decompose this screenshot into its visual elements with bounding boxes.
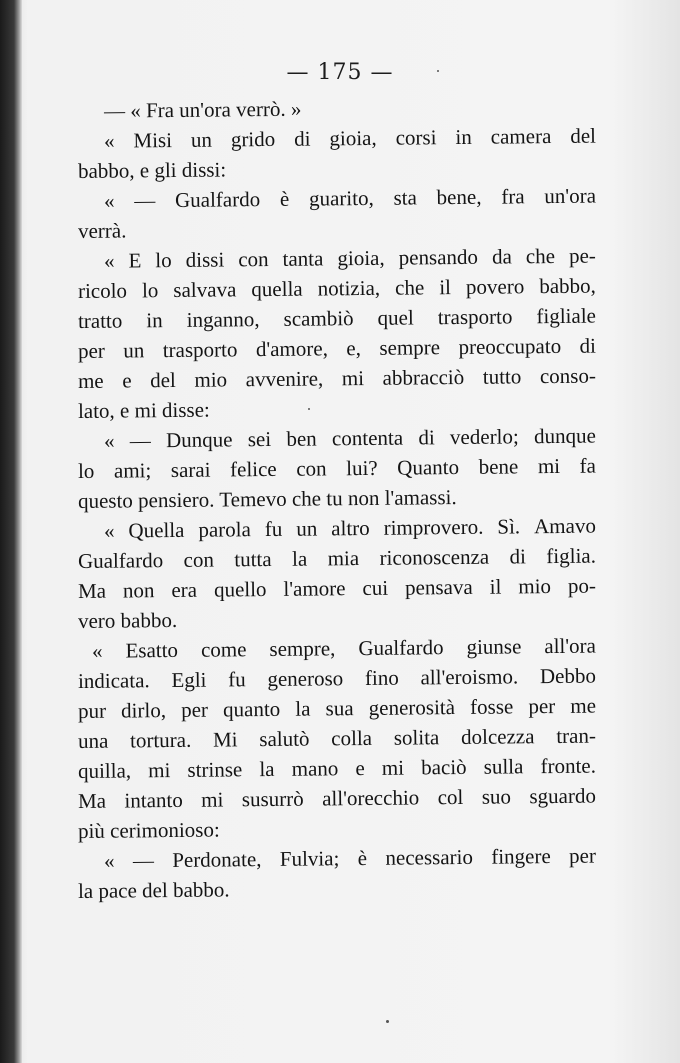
- word: e: [355, 755, 365, 781]
- word: Perdonate,: [172, 847, 262, 873]
- word: tratto: [77, 308, 123, 333]
- word: di: [418, 425, 435, 450]
- word: indicata.: [77, 668, 150, 693]
- text-line: verrà.: [77, 218, 127, 243]
- word: «: [103, 248, 115, 273]
- word: la: [291, 546, 308, 571]
- word: sua: [325, 696, 354, 721]
- word: una: [77, 728, 109, 753]
- word: il: [489, 574, 502, 599]
- word: dolcezza: [460, 724, 535, 749]
- word: è: [357, 845, 368, 871]
- word: salutò: [259, 726, 310, 752]
- word: di: [509, 544, 527, 569]
- word: ricolo: [77, 278, 128, 303]
- word: pe-: [568, 243, 596, 268]
- word: lo: [141, 278, 159, 303]
- word: in: [146, 308, 163, 333]
- word: salvava: [173, 277, 237, 303]
- word: di: [579, 333, 597, 358]
- text-line: più cerimonioso:: [77, 817, 220, 843]
- word: cui: [362, 575, 389, 601]
- word: quilla,: [77, 758, 132, 783]
- word: Quanto: [397, 455, 460, 480]
- text-line: vero babbo.: [77, 607, 178, 633]
- word: per: [568, 843, 597, 868]
- word: d'amore,: [255, 336, 329, 362]
- word: del: [570, 123, 597, 148]
- word: suo: [481, 784, 512, 809]
- word: colla: [331, 725, 373, 751]
- word: Gualfardo: [358, 635, 444, 661]
- word: abbracciò: [382, 364, 465, 390]
- word: contenta: [331, 425, 404, 451]
- word: Debbo: [539, 663, 597, 689]
- word: babbo,: [539, 273, 596, 299]
- word: Sì.: [497, 514, 521, 539]
- word: tanta: [282, 246, 324, 271]
- word: tortura.: [129, 727, 192, 753]
- word: «: [103, 518, 115, 543]
- page-number: — 175 —: [286, 60, 394, 85]
- word: mano: [291, 756, 339, 781]
- word: «: [103, 188, 115, 213]
- word: corsi: [395, 125, 437, 150]
- word: di: [294, 126, 311, 151]
- word: bene,: [436, 184, 482, 210]
- word: camera: [490, 124, 552, 149]
- word: giunse: [466, 634, 522, 659]
- text-line: babbo, e gli dissi:: [77, 157, 227, 183]
- word: felice: [229, 456, 277, 482]
- word: lo: [155, 248, 172, 273]
- book-gutter: [0, 0, 22, 1063]
- word: figliale: [536, 303, 597, 329]
- word: sarai: [170, 457, 211, 483]
- word: strinse: [187, 757, 243, 782]
- word: mi: [537, 453, 561, 479]
- word: con: [238, 247, 269, 272]
- body-text: [78, 96, 596, 906]
- word: del: [150, 367, 176, 393]
- word: susurrò: [241, 786, 304, 812]
- word: mi: [201, 787, 224, 812]
- word: dirlo,: [120, 698, 167, 723]
- word: conso-: [539, 363, 597, 389]
- word: era: [171, 577, 198, 603]
- word: trasporto: [437, 304, 513, 330]
- word: grido: [230, 126, 276, 152]
- word: fronte.: [540, 753, 597, 779]
- word: sempre,: [269, 636, 336, 661]
- word: riconoscenza: [379, 544, 490, 570]
- word: quella: [251, 276, 303, 302]
- word: col: [437, 784, 464, 810]
- word: che: [525, 244, 556, 269]
- word: trasporto: [162, 337, 238, 363]
- text-line: questo pensiero. Temevo che tu non l'amassi.: [77, 485, 457, 513]
- word: mi: [381, 755, 405, 780]
- word: «: [103, 128, 115, 153]
- word: avvenire,: [245, 366, 324, 392]
- word: fosse: [469, 694, 514, 719]
- word: che: [394, 275, 425, 300]
- word: Quella: [128, 517, 185, 543]
- word: il: [439, 275, 452, 300]
- word: generosità: [368, 695, 456, 720]
- word: con: [183, 547, 215, 572]
- word: come: [200, 637, 247, 662]
- word: mio: [518, 574, 552, 599]
- word: —: [134, 188, 156, 213]
- word: Gualfardo: [174, 187, 261, 212]
- word: fra: [501, 184, 525, 209]
- word: Ma: [77, 578, 107, 603]
- word: mio: [194, 367, 228, 392]
- word: è: [279, 186, 290, 211]
- text-line: — « Fra un'ora verrò. »: [103, 96, 302, 123]
- word: gioia,: [337, 245, 385, 271]
- word: dunque: [533, 423, 597, 449]
- word: quanto: [222, 696, 281, 722]
- word: parola: [198, 517, 251, 542]
- word: notizia,: [317, 275, 381, 301]
- word: l'amore: [283, 576, 346, 601]
- word: mia: [327, 546, 360, 571]
- word: mi: [341, 366, 365, 391]
- word: povero: [465, 274, 525, 299]
- word: po-: [567, 573, 597, 598]
- word: pensava: [404, 574, 473, 600]
- word: vederlo;: [449, 424, 519, 450]
- word: altro: [331, 515, 370, 541]
- word: pensando: [398, 244, 479, 270]
- word: fingere: [491, 844, 551, 869]
- word: quello: [213, 577, 267, 602]
- word: sulla: [483, 754, 524, 779]
- word: dissi: [185, 247, 225, 272]
- word: preoccupato: [458, 333, 562, 360]
- word: tran-: [556, 723, 597, 748]
- word: mi: [148, 758, 171, 783]
- word: —: [129, 428, 151, 453]
- word: un: [190, 127, 213, 152]
- word: fa: [579, 453, 597, 478]
- word: un'ora: [544, 183, 597, 209]
- word: rimprovero.: [383, 514, 484, 540]
- word: ben: [286, 426, 317, 451]
- word: Amavo: [533, 513, 597, 539]
- word: ami;: [113, 458, 152, 483]
- word: fu: [264, 516, 283, 542]
- word: Misi: [133, 128, 173, 153]
- word: con: [296, 456, 327, 481]
- word: guarito,: [308, 185, 374, 211]
- word: tutto: [482, 364, 522, 389]
- word: inganno,: [186, 307, 260, 332]
- paper-speck: [437, 70, 439, 72]
- word: gioia,: [329, 125, 377, 151]
- word: la: [295, 696, 311, 721]
- word: «: [91, 638, 103, 663]
- word: pur: [77, 698, 107, 723]
- word: —: [132, 848, 154, 873]
- word: all'eroismo.: [420, 664, 519, 690]
- word: me: [570, 693, 597, 718]
- word: Esatto: [125, 637, 179, 663]
- word: e,: [346, 336, 362, 361]
- word: baciò: [421, 754, 467, 780]
- word: sempre: [379, 335, 441, 360]
- word: quel: [377, 305, 414, 330]
- word: me: [77, 368, 104, 393]
- word: figlia.: [546, 543, 597, 569]
- word: in: [455, 124, 472, 150]
- word: sta: [393, 185, 417, 210]
- word: generoso: [267, 666, 344, 692]
- paper-speck: [308, 408, 310, 410]
- word: fu: [228, 667, 246, 692]
- word: Ma: [77, 788, 107, 813]
- word: scambiò: [283, 306, 354, 331]
- word: sguardo: [529, 783, 597, 809]
- word: un: [123, 338, 145, 363]
- text-line: lato, e mi disse:: [77, 397, 210, 423]
- word: sei: [247, 426, 272, 452]
- word: «: [103, 428, 115, 453]
- word: Mi: [212, 727, 238, 752]
- word: all'ora: [544, 633, 597, 659]
- word: Gualfardo: [77, 548, 164, 573]
- word: un: [296, 516, 318, 541]
- word: per: [528, 694, 556, 719]
- word: solita: [393, 725, 440, 750]
- word: Fulvia;: [279, 846, 340, 871]
- word: non: [122, 578, 155, 603]
- word: intanto: [124, 787, 183, 813]
- paper-speck: [386, 1020, 389, 1023]
- text-line: la pace del babbo.: [77, 877, 230, 903]
- word: tutta: [234, 546, 272, 572]
- word: da: [491, 244, 512, 269]
- word: lui?: [346, 455, 378, 481]
- word: per: [181, 697, 209, 722]
- word: per: [77, 338, 105, 363]
- word: necessario: [385, 844, 474, 870]
- word: e: [122, 368, 132, 393]
- word: fino: [364, 665, 399, 690]
- word: la: [259, 756, 275, 782]
- word: all'orecchio: [322, 785, 420, 811]
- word: Egli: [171, 667, 207, 693]
- word: E: [128, 248, 142, 273]
- word: Dunque: [165, 427, 233, 453]
- word: «: [103, 848, 115, 873]
- word: lo: [77, 458, 95, 483]
- word: bene: [478, 454, 519, 479]
